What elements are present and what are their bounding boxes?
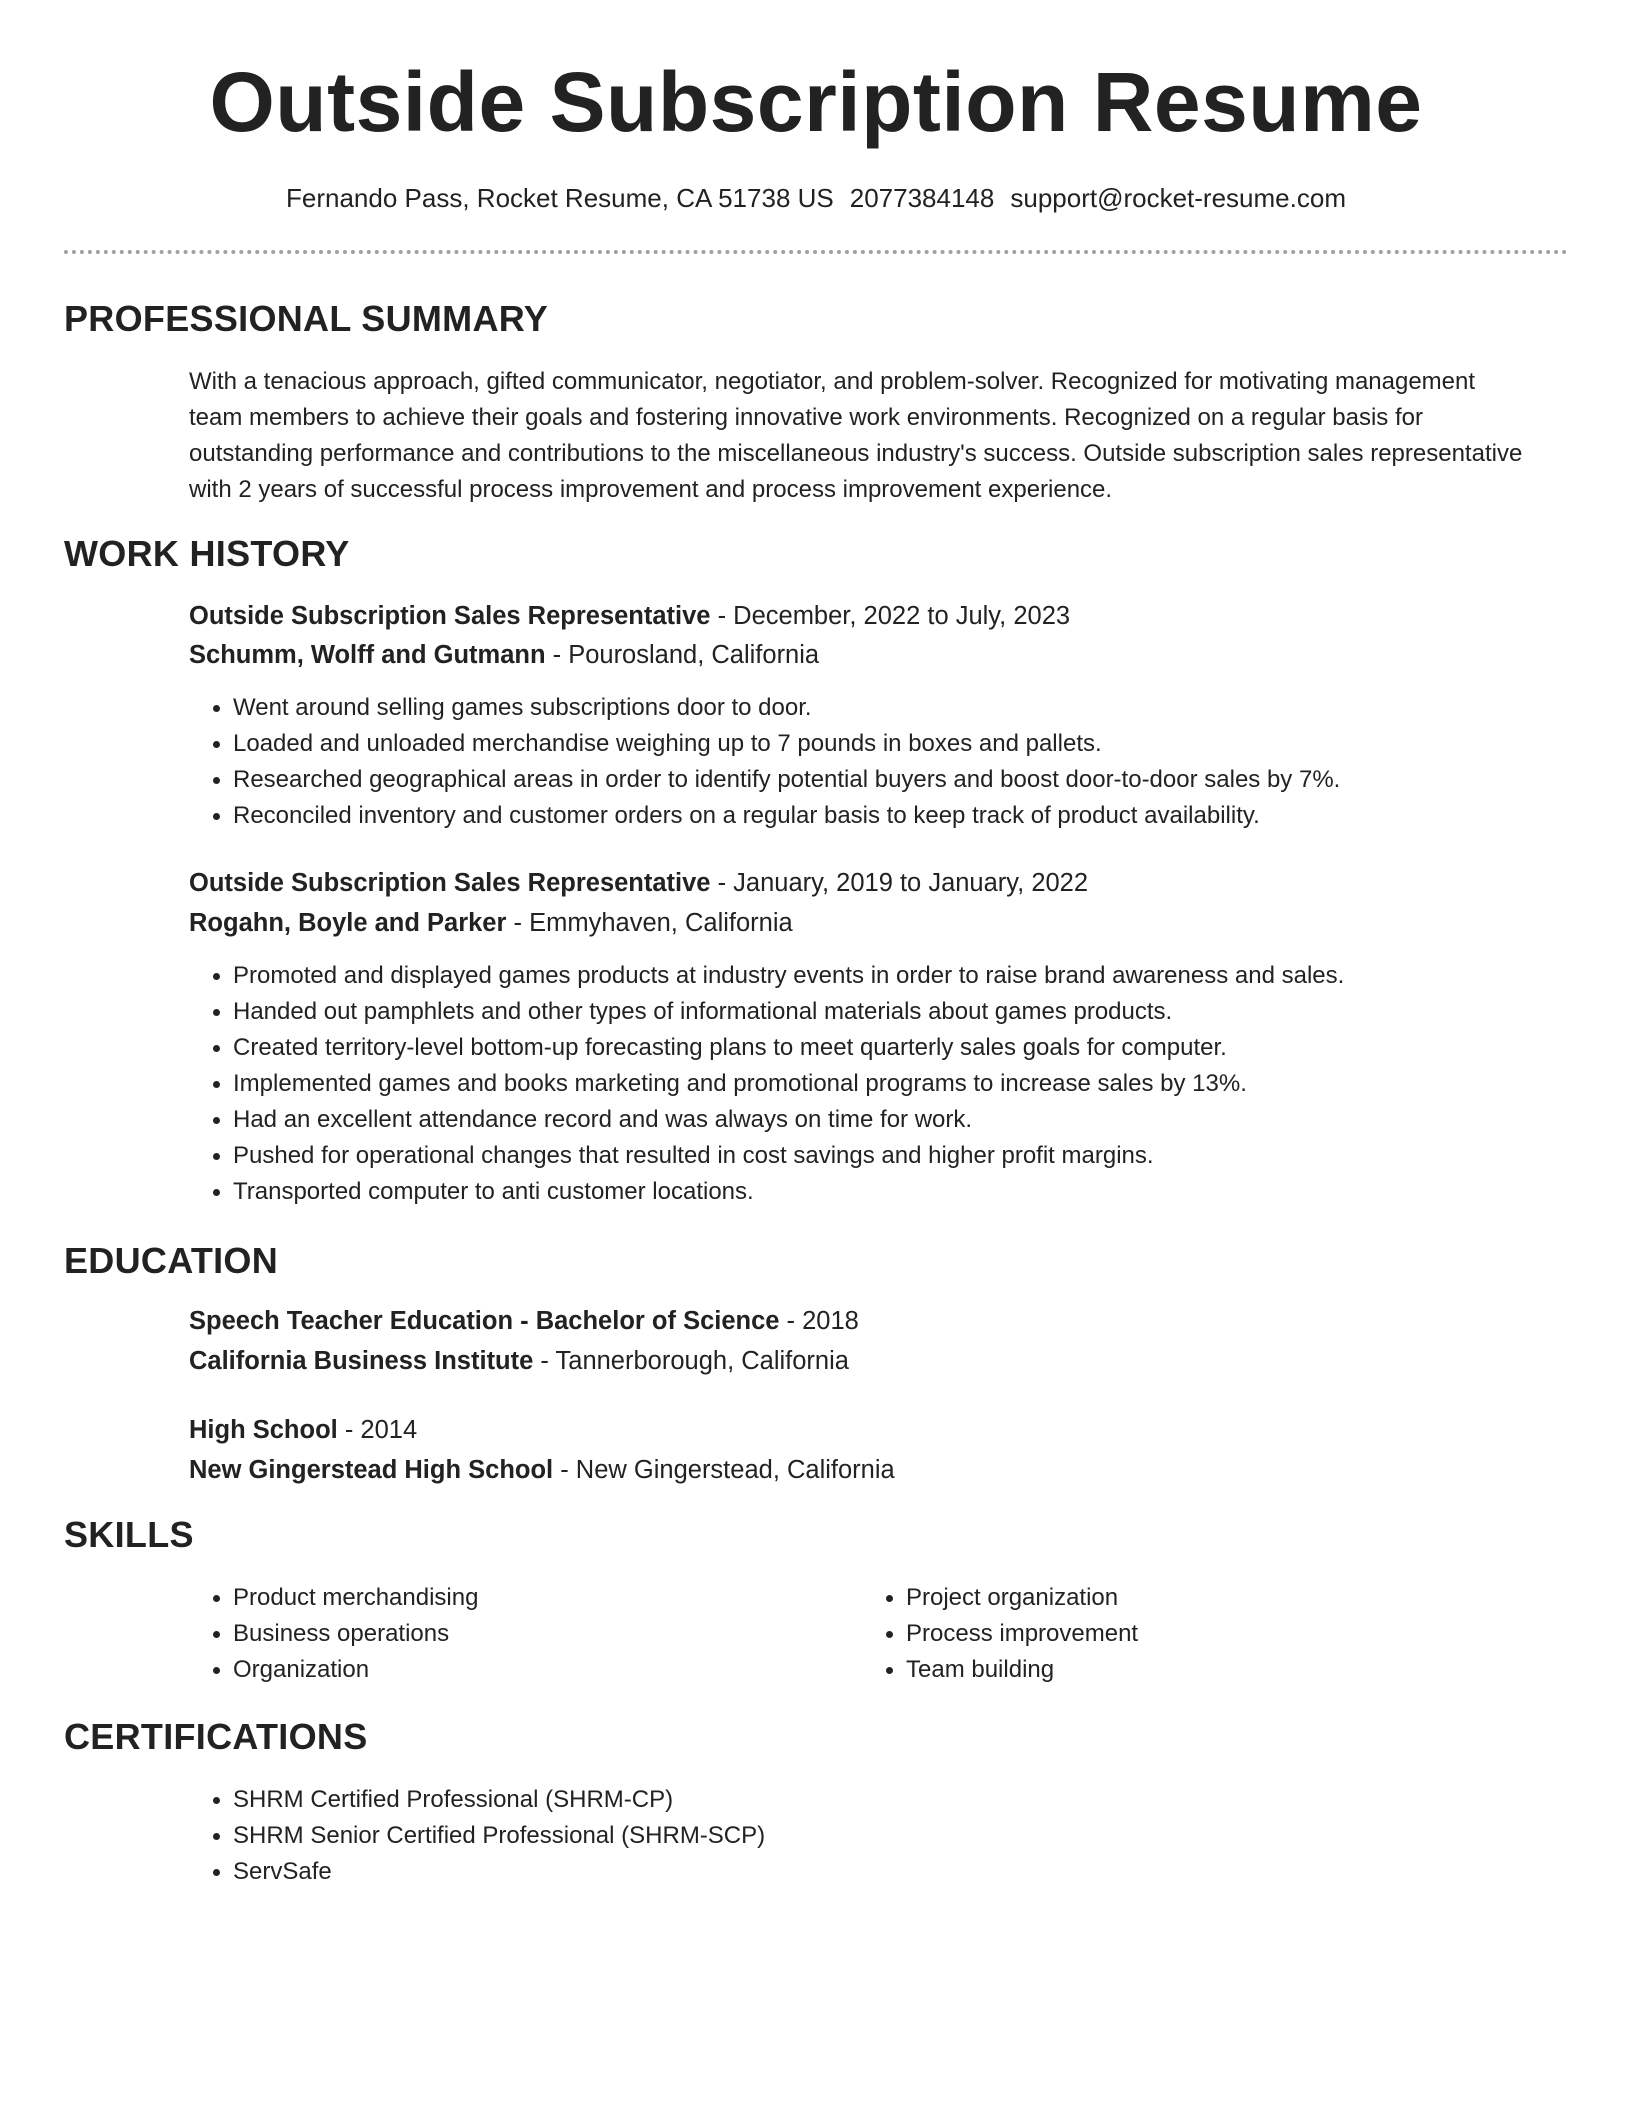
skill-item: • Organization: [233, 1652, 478, 1688]
skill-item: • Team building: [906, 1652, 1138, 1688]
list-item: • Went around selling games subscriptions door to door.: [233, 690, 1340, 726]
job-location: - Pourosland, California: [545, 641, 820, 669]
education-school-line: [189, 1342, 849, 1380]
contact-address: Fernando Pass, Rocket Resume, CA 51738 US: [286, 183, 834, 213]
skill-item: • Product merchandising: [233, 1580, 478, 1616]
job-bullets: [189, 958, 1344, 1210]
skills-heading: SKILLS: [64, 1514, 194, 1555]
education-school-line: [189, 1451, 895, 1489]
list-item: • Created territory-level bottom-up forecasting plans to meet quarterly sales goals for computer.: [233, 1030, 1344, 1066]
certifications-heading: CERTIFICATIONS: [64, 1716, 368, 1757]
list-item: • Implemented games and books marketing and promotional programs to increase sales by 13%.: [233, 1066, 1344, 1102]
job-title-line: [189, 597, 1070, 635]
job-dates: - December, 2022 to July, 2023: [710, 602, 1071, 630]
skill-item: • Business operations: [233, 1616, 478, 1652]
job-dates: - January, 2019 to January, 2022: [710, 869, 1089, 897]
job-company-line: [189, 636, 819, 674]
list-item: • Promoted and displayed games products at industry events in order to raise brand awareness and sales.: [233, 958, 1344, 994]
summary-heading: PROFESSIONAL SUMMARY: [64, 298, 549, 339]
skill-item: • Process improvement: [906, 1616, 1138, 1652]
job-title: Outside Subscription Sales Representative: [189, 602, 711, 630]
certifications-list: [189, 1782, 765, 1890]
education-degree-line: [189, 1411, 417, 1449]
list-item: • Handed out pamphlets and other types of informational materials about games products.: [233, 994, 1344, 1030]
education-school: California Business Institute: [189, 1347, 534, 1375]
work-history-heading: WORK HISTORY: [64, 533, 350, 574]
list-item: • Loaded and unloaded merchandise weighing up to 7 pounds in boxes and pallets.: [233, 726, 1340, 762]
list-item: • Pushed for operational changes that resulted in cost savings and higher profit margins.: [233, 1138, 1344, 1174]
job-title-line: [189, 864, 1088, 902]
list-item: • Researched geographical areas in order to identify potential buyers and boost door-to-door sales by 7%.: [233, 762, 1340, 798]
list-item: • Reconciled inventory and customer orders on a regular basis to keep track of product availability.: [233, 798, 1340, 834]
certification-item: • SHRM Senior Certified Professional (SHRM-SCP): [233, 1818, 765, 1854]
job-title: Outside Subscription Sales Representative: [189, 869, 711, 897]
education-degree: High School: [189, 1416, 338, 1444]
job-bullets: [189, 690, 1340, 834]
education-school: New Gingerstead High School: [189, 1456, 554, 1484]
skills-list-left: [189, 1580, 478, 1688]
skills-list-right: [862, 1580, 1138, 1688]
education-location: - New Gingerstead, California: [553, 1456, 895, 1484]
education-heading: EDUCATION: [64, 1240, 279, 1281]
education-year: - 2018: [779, 1307, 859, 1335]
education-location: - Tannerborough, California: [533, 1347, 849, 1375]
education-degree: Speech Teacher Education - Bachelor of Science: [189, 1307, 780, 1335]
resume-title: Outside Subscription Resume: [209, 55, 1423, 149]
list-item: • Transported computer to anti customer locations.: [233, 1174, 1344, 1210]
list-item: • Had an excellent attendance record and was always on time for work.: [233, 1102, 1344, 1138]
education-year: - 2014: [337, 1416, 418, 1444]
job-location: - Emmyhaven, California: [506, 909, 793, 937]
certification-item: • ServSafe: [233, 1854, 765, 1890]
contact-email[interactable]: support@rocket-resume.com: [1010, 183, 1346, 213]
education-degree-line: [189, 1302, 859, 1340]
job-company: Schumm, Wolff and Gutmann: [189, 641, 546, 669]
certification-item: • SHRM Certified Professional (SHRM-CP): [233, 1782, 765, 1818]
job-company: Rogahn, Boyle and Parker: [189, 909, 507, 937]
job-company-line: [189, 904, 793, 942]
header-divider: [64, 250, 1568, 254]
skill-item: • Project organization: [906, 1580, 1138, 1616]
summary-text: With a tenacious approach, gifted communicator, negotiator, and problem-solver. Recognized for motivating management team members to achieve their goals and fostering innovative work environments. Recognized on a regular basis for outstanding performance and contributions to the miscellaneous industry's success. Outside subscription sales representative with 2 years of successful process improvement and process improvement experience.: [189, 368, 1523, 503]
contact-phone: 2077384148: [849, 183, 995, 213]
contact-line: [0, 180, 1632, 216]
